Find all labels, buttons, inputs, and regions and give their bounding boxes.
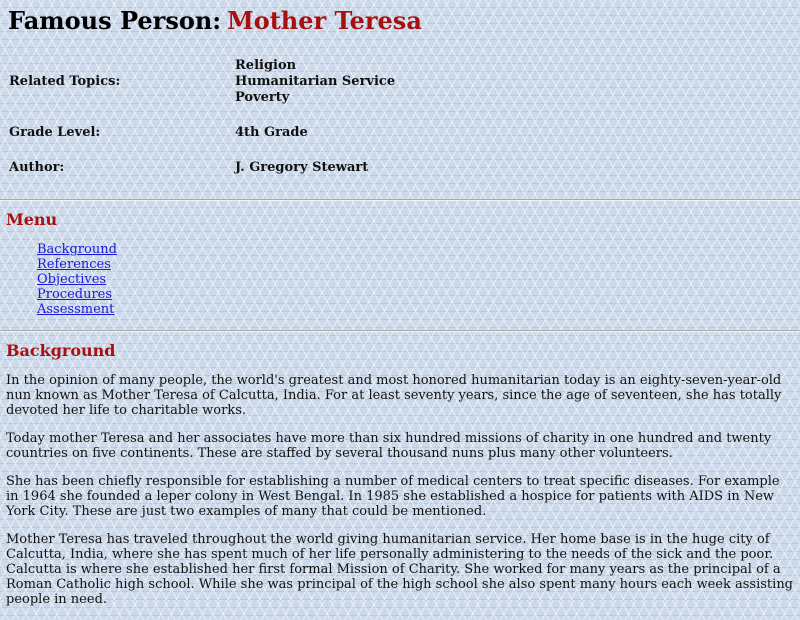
author-row <box>9 160 395 176</box>
menu-item <box>37 287 117 302</box>
related-topics-values <box>235 58 395 106</box>
related-topic: Humanitarian Service <box>235 74 396 89</box>
page-title <box>8 6 422 42</box>
menu-heading: Menu <box>6 210 58 229</box>
related-topics-label: Related Topics: <box>9 74 121 89</box>
related-topics-row <box>9 58 395 106</box>
menu-list <box>37 242 117 317</box>
grade-level-row <box>9 125 395 141</box>
menu-item <box>37 257 117 272</box>
menu-link-references[interactable]: References <box>37 257 111 272</box>
menu-link-objectives[interactable]: Objectives <box>37 272 107 287</box>
divider <box>0 199 800 201</box>
author-label: Author: <box>9 160 65 175</box>
background-heading: Background <box>6 341 116 360</box>
grade-level-value: 4th Grade <box>235 125 308 140</box>
background-paragraph: Today mother Teresa and her associates have more than six hundred missions of charity in one hundred and twenty countries on five continents. These are staffed by several thousand nuns plus many other volunteers. <box>6 431 772 461</box>
related-topic: Religion <box>235 58 297 73</box>
grade-level-label: Grade Level: <box>9 125 101 140</box>
background-paragraph: Mother Teresa has traveled throughout the world giving humanitarian service. Her home base is in the huge city of Calcutta, India, where she has spent much of her life personally administering to the needs of the sick and the poor. Calcutta is where she established her first formal Mission of Charity. She worked for many years as the principal of a Roman Catholic high school. While she was principal of the high school she also spent many hours each week assisting people in need. <box>6 532 794 607</box>
related-topic: Poverty <box>235 90 290 105</box>
menu-link-assessment[interactable]: Assessment <box>37 302 115 317</box>
background-paragraph: She has been chiefly responsible for establishing a number of medical centers to treat specific diseases. For example in 1964 she founded a leper colony in West Bengal. In 1985 she established a hospice for patients with AIDS in New York City. These are just two examples of many that could be mentioned. <box>6 474 780 519</box>
page-title-label: Famous Person: <box>8 6 222 35</box>
author-value: J. Gregory Stewart <box>235 160 369 175</box>
menu-item <box>37 272 117 287</box>
background-paragraph: In the opinion of many people, the world's greatest and most honored humanitarian today is an eighty-seven-year-old nun known as Mother Teresa of Calcutta, India. For at least seventy years, since the age of seventeen, she has totally devoted her life to charitable works. <box>6 373 782 418</box>
menu-item <box>37 242 117 257</box>
background-section <box>6 373 794 620</box>
person-name: Mother Teresa <box>227 6 422 35</box>
info-table <box>9 58 395 176</box>
divider <box>0 330 800 332</box>
menu-item <box>37 302 117 317</box>
menu-link-background[interactable]: Background <box>37 242 117 257</box>
menu-link-procedures[interactable]: Procedures <box>37 287 113 302</box>
